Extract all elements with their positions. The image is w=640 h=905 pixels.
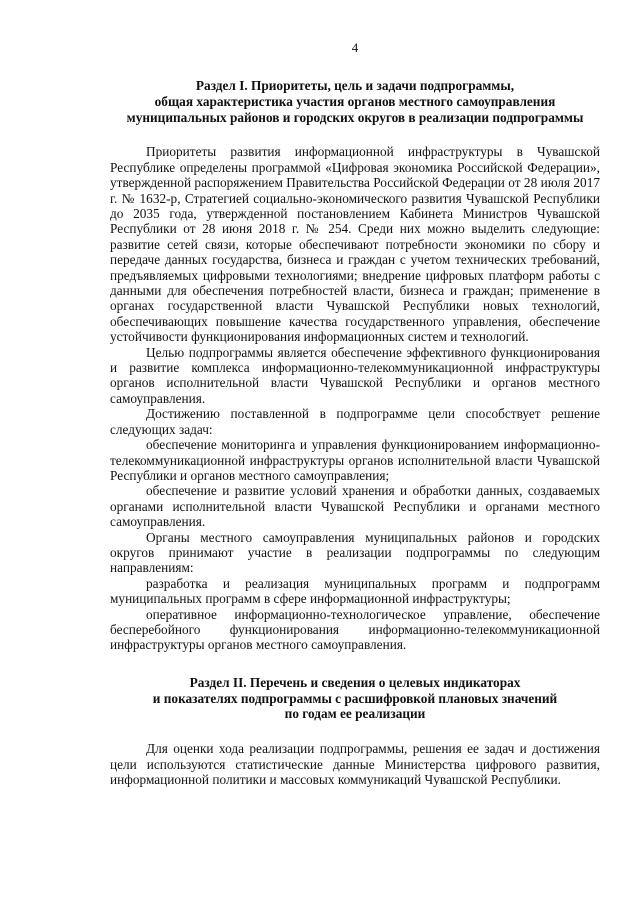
section-1-heading-line: муниципальных районов и городских округов в реализации подпрограммы [126,109,584,125]
section-2-heading-line: по годам ее реализации [284,706,426,722]
paragraph-municipal-intro: Органы местного самоуправления муниципальных районов и городских округов принимают участие в реализации подпрограммы по следующим направлениям: [110,529,600,576]
paragraph-task-storage: обеспечение и развитие условий хранения и обработки данных, создаваемых органами исполнительной власти Чувашской Республики и органами местного самоуправления. [110,483,600,530]
section-2-heading-line: и показателях подпрограммы с расшифровкой плановых значений [152,690,558,706]
paragraph-evaluation: Для оценки хода реализации подпрограммы, решения ее задач и достижения цели используются статистические данные Министерства цифрового развития, информационной политики и массовых коммуникаций Чувашской Республики. [110,741,600,787]
section-2-heading-line: Раздел II. Перечень и сведения о целевых индикаторах [189,674,521,690]
document-page [110,40,600,787]
page-number: 4 [351,40,359,55]
paragraph-goal: Целью подпрограммы является обеспечение эффективного функционирования и развитие комплекса информационно-телекоммуникационной инфраструктуры органов исполнительной власти Чувашской Республики и органов местного самоуправления. [110,344,600,406]
paragraph-task-monitoring: обеспечение мониторинга и управления функционированием информационно-телекоммуникационной инфраструктуры органов исполнительной власти Чувашской Республики и органов местного самоуправления; [110,437,600,483]
paragraph-priorities: Приоритеты развития информационной инфраструктуры в Чувашской Республике определены программой «Цифровая экономика Российской Федерации», утвержденной распоряжением Правительства Российской Федерации от 28 июля 2017 г. № 1632-р, Стратегией социально-экономического развития Чувашской Республики до 2035 года, утвержденной постановлением Кабинета Министров Чувашской Республики от 28 июня 2018 г. № 254. Среди них можно выделить следующие: развитие сетей связи, которые обеспечивают потребности экономики по сбору и передаче данных государства, бизнеса и граждан с учетом технических требований, предъявляемых цифровыми технологиями; внедрение цифровых платформ работы с данными для обеспечения потребностей власти, бизнеса и граждан; применение в органах государственной власти Чувашской Республики новых технологий, обеспечивающих повышение качества государственного управления, обеспечение устойчивости функционирования информационных систем и технологий. [110,144,600,345]
section-1-heading-line: Раздел I. Приоритеты, цель и задачи подпрограммы, [195,78,515,93]
paragraph-operational-management: оперативное информационно-технологическое управление, обеспечение бесперебойного функционирования информационно-телекоммуникационной инфраструктуры органов местного самоуправления. [110,606,600,653]
section-2-heading [110,675,600,722]
paragraph-tasks-intro: Достижению поставленной в подпрограмме цели способствует решение следующих задач: [110,406,600,437]
section-1-body [110,144,600,652]
section-1-heading [110,78,600,125]
section-2-body [110,741,600,787]
section-1-heading-line: общая характеристика участия органов местного самоуправления [154,93,556,109]
paragraph-municipal-programs: разработка и реализация муниципальных программ и подпрограмм муниципальных программ в сфере информационной инфраструктуры; [110,575,600,607]
